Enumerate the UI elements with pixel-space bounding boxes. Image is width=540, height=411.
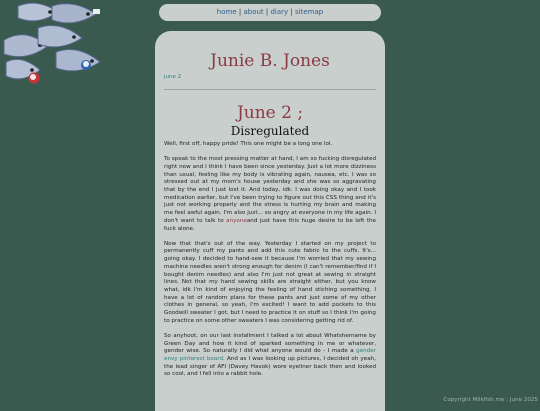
- post-paragraph: [164, 333, 376, 379]
- post-paragraph: [164, 156, 376, 233]
- fish-icon: [6, 59, 40, 83]
- post-body: [164, 141, 376, 387]
- nav-home-link[interactable]: home: [216, 8, 237, 16]
- paragraph-text: and just have this huge desire to be left the fuck alone.: [164, 217, 376, 232]
- paragraph-text: . And as I was looking up pictures, I decided oh yeah, the lead singer of AFI (Davey Havok) wore eyeliner back then and looked so cool, and I fell into a rabbit hole.: [164, 356, 377, 378]
- diary-card: [155, 31, 385, 411]
- nav-separator: |: [263, 8, 271, 16]
- fish-icon: [38, 26, 82, 47]
- nav-separator: |: [236, 8, 244, 16]
- top-nav: [159, 4, 381, 21]
- paragraph-text: To speak to the most pressing matter at hand, I am so fucking disregulated right now and I think I have been since yesterday. Just a lot more dizziness than usual, feeling like my body is vibrating again, nausea, etc. I was so stressed out at my mom's house yesterday and she was so aggravating that by the end I just lost it. And today, idk. I was doing okay and I took medication earlier, but I've been trying to figure out this CSS thing and it's just not working properly and the stress is hurting my brain and making me feel awful again. I'm also just... so angry at everyone in my life again. I don't want to talk to: [164, 156, 376, 224]
- site-title: Junie B. Jones: [210, 51, 330, 71]
- paragraph-text: Now that that's out of the way. Yesterday I started on my project to permanently cuff my pants and add this cute fabric to the cuffs. It's... going okay. I decided to hand-sew it because I'm worried that my sewing machine needles aren't strong enough for denim (I can't remember/find if I bought denim needles) and also I'm just not great at sewing in straight lines. Not that my hand sewing skills are straight either, but you know what, idk I'm kind of enjoying the feeling of hand stiching something. I have a lot of random plans for these pants and just some of my other clothes in general, so yeah, I'm excited! I want to add pockets to this Goodwill sweater I got, but I need to practice it on stuff so I think I'm going to practice on some other sweaters I was considering getting rid of.: [164, 240, 376, 324]
- post-paragraph: [164, 141, 376, 149]
- fish-icon: [56, 50, 100, 71]
- nav-separator: |: [288, 8, 295, 16]
- entry-date-link[interactable]: june 2: [164, 74, 182, 80]
- post-title: Disregulated: [230, 124, 310, 138]
- divider: [164, 89, 376, 90]
- fish-icon: [52, 4, 100, 23]
- pinterest-board-link[interactable]: gender envy pinterest board: [164, 348, 376, 363]
- nav-sitemap-link[interactable]: sitemap: [295, 8, 324, 16]
- anyone-link[interactable]: anyone: [226, 217, 247, 224]
- post-paragraph: [164, 241, 376, 326]
- paragraph-text: Well, first off, happy pride! This one might be a long one lol.: [164, 141, 333, 147]
- fish-decoration-image: [0, 0, 115, 95]
- post-date: June 2 ;: [236, 103, 304, 123]
- paragraph-text: So anyhoot, on our last installment I talked a lot about Whatshername by Green Day and how it kind of sparked something in me or whatever, gender wise. So naturally I did what anyone would do - I made a: [164, 332, 376, 355]
- nav-about-link[interactable]: about: [243, 8, 264, 16]
- nav-diary-link[interactable]: diary: [270, 8, 289, 16]
- copyright-text: Copyright Milkfish.me : June 2025: [443, 397, 538, 403]
